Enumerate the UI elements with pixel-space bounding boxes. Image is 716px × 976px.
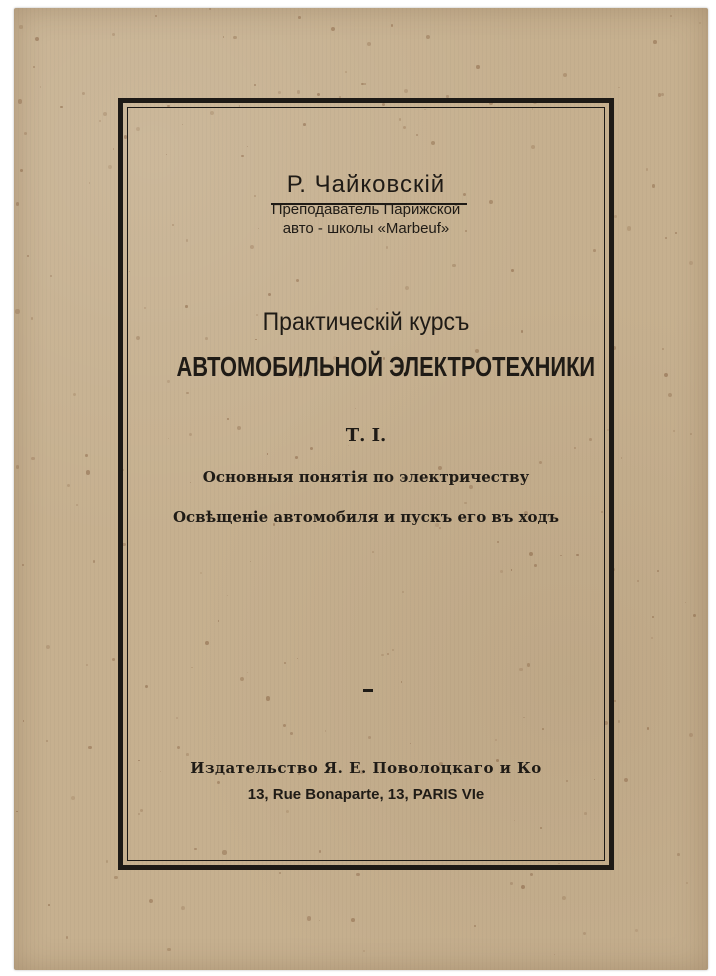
- foxing-speck: [82, 92, 85, 95]
- foxing-speck: [20, 169, 23, 172]
- foxing-speck: [554, 954, 555, 955]
- foxing-speck: [48, 904, 50, 906]
- foxing-speck: [27, 255, 29, 257]
- foxing-speck: [563, 73, 567, 77]
- foxing-speck: [530, 873, 533, 876]
- foxing-speck: [690, 433, 692, 435]
- foxing-speck: [33, 66, 35, 68]
- foxing-speck: [31, 457, 35, 461]
- foxing-speck: [278, 91, 281, 94]
- foxing-speck: [653, 40, 657, 44]
- foxing-speck: [40, 86, 42, 88]
- foxing-speck: [677, 853, 680, 856]
- foxing-speck: [209, 8, 211, 10]
- foxing-speck: [223, 36, 225, 38]
- foxing-speck: [181, 906, 185, 910]
- foxing-speck: [24, 132, 27, 135]
- foxing-speck: [16, 465, 19, 468]
- foxing-speck: [618, 720, 620, 722]
- foxing-speck: [657, 570, 659, 572]
- foxing-speck: [689, 733, 693, 737]
- foxing-speck: [356, 873, 359, 876]
- foxing-speck: [635, 929, 638, 932]
- foxing-speck: [510, 882, 513, 885]
- foxing-speck: [254, 84, 256, 86]
- author-affiliation-line2: авто - школы «Marbeuf»: [282, 220, 450, 237]
- foxing-speck: [106, 860, 109, 863]
- foxing-speck: [16, 202, 19, 205]
- foxing-speck: [651, 637, 654, 640]
- foxing-speck: [76, 504, 78, 506]
- foxing-speck: [298, 16, 301, 19]
- foxing-speck: [67, 484, 70, 487]
- foxing-speck: [426, 35, 430, 39]
- foxing-speck: [668, 393, 672, 397]
- foxing-speck: [297, 90, 301, 94]
- foxing-speck: [614, 215, 617, 218]
- subtitle-line2: Освѣщенie автомобиля и пускъ его въ ходъ: [172, 508, 560, 526]
- foxing-speck: [637, 580, 639, 582]
- foxing-speck: [363, 950, 365, 952]
- foxing-speck: [86, 470, 90, 474]
- foxing-speck: [46, 740, 48, 742]
- foxing-speck: [103, 112, 107, 116]
- foxing-speck: [658, 93, 661, 96]
- foxing-speck: [307, 916, 311, 920]
- publisher-address: 13, Rue Bonaparte, 13, PARIS VIe: [247, 786, 485, 803]
- foxing-speck: [149, 899, 153, 903]
- foxing-speck: [93, 560, 95, 562]
- title-frame: [118, 98, 614, 870]
- foxing-speck: [112, 33, 115, 36]
- foxing-speck: [18, 99, 22, 103]
- foxing-speck: [167, 948, 170, 951]
- foxing-speck: [621, 457, 623, 459]
- foxing-speck: [404, 89, 408, 93]
- foxing-speck: [73, 393, 76, 396]
- foxing-speck: [675, 232, 677, 234]
- foxing-speck: [19, 25, 22, 28]
- foxing-speck: [627, 226, 631, 230]
- foxing-speck: [279, 872, 281, 874]
- foxing-speck: [60, 106, 63, 109]
- foxing-speck: [364, 83, 366, 85]
- foxing-speck: [652, 616, 654, 618]
- foxing-speck: [89, 182, 90, 183]
- foxing-speck: [99, 120, 101, 122]
- subtitle-line1: Основныя понятiя по электричеству: [202, 468, 530, 486]
- foxing-speck: [686, 882, 689, 885]
- foxing-speck: [112, 658, 115, 661]
- foxing-speck: [108, 165, 112, 169]
- foxing-speck: [652, 184, 655, 187]
- foxing-speck: [23, 720, 24, 721]
- foxing-speck: [662, 348, 664, 350]
- foxing-speck: [685, 602, 686, 603]
- foxing-speck: [693, 614, 696, 617]
- foxing-speck: [670, 15, 672, 17]
- ornament-dash: [363, 689, 373, 692]
- foxing-speck: [319, 920, 320, 921]
- foxing-speck: [66, 936, 69, 939]
- foxing-speck: [665, 237, 667, 239]
- foxing-speck: [664, 373, 668, 377]
- foxing-speck: [114, 876, 117, 879]
- author-affiliation-line1: Преподаватель Парижской: [271, 201, 461, 218]
- foxing-speck: [521, 885, 525, 889]
- foxing-speck: [50, 275, 53, 278]
- foxing-speck: [614, 700, 616, 702]
- foxing-speck: [476, 65, 479, 68]
- foxing-speck: [71, 796, 75, 800]
- foxing-speck: [15, 309, 19, 313]
- foxing-speck: [331, 27, 335, 31]
- book-cover: [14, 8, 708, 970]
- foxing-speck: [113, 148, 114, 149]
- foxing-speck: [367, 42, 371, 46]
- foxing-speck: [689, 261, 693, 265]
- foxing-speck: [85, 454, 88, 457]
- foxing-speck: [31, 317, 34, 320]
- foxing-speck: [618, 87, 619, 88]
- author-name: Р. Чайковскiй: [286, 171, 446, 198]
- volume-number: Т. I.: [345, 425, 387, 446]
- foxing-speck: [661, 93, 664, 96]
- foxing-speck: [624, 778, 628, 782]
- foxing-speck: [699, 22, 701, 24]
- foxing-speck: [647, 727, 649, 729]
- foxing-speck: [86, 664, 88, 666]
- book-title-line1: Практическiй курсъ: [262, 308, 470, 336]
- foxing-speck: [646, 168, 649, 171]
- foxing-speck: [345, 71, 347, 73]
- foxing-speck: [16, 811, 18, 813]
- book-title-line2: АВТОМОБИЛЬНОЙ ЭЛЕКТРОТЕХНИКИ: [176, 351, 596, 382]
- foxing-speck: [673, 430, 675, 432]
- foxing-speck: [88, 746, 92, 750]
- foxing-speck: [391, 24, 394, 27]
- foxing-speck: [562, 896, 566, 900]
- foxing-speck: [317, 93, 320, 96]
- foxing-speck: [35, 37, 39, 41]
- foxing-speck: [351, 918, 355, 922]
- foxing-speck: [46, 645, 50, 649]
- foxing-speck: [474, 925, 477, 928]
- foxing-speck: [583, 932, 586, 935]
- foxing-speck: [233, 36, 237, 40]
- foxing-speck: [22, 564, 24, 566]
- foxing-speck: [155, 15, 157, 17]
- publisher-name: Издательство Я. Е. Поволоцкаго и Ко: [190, 759, 542, 777]
